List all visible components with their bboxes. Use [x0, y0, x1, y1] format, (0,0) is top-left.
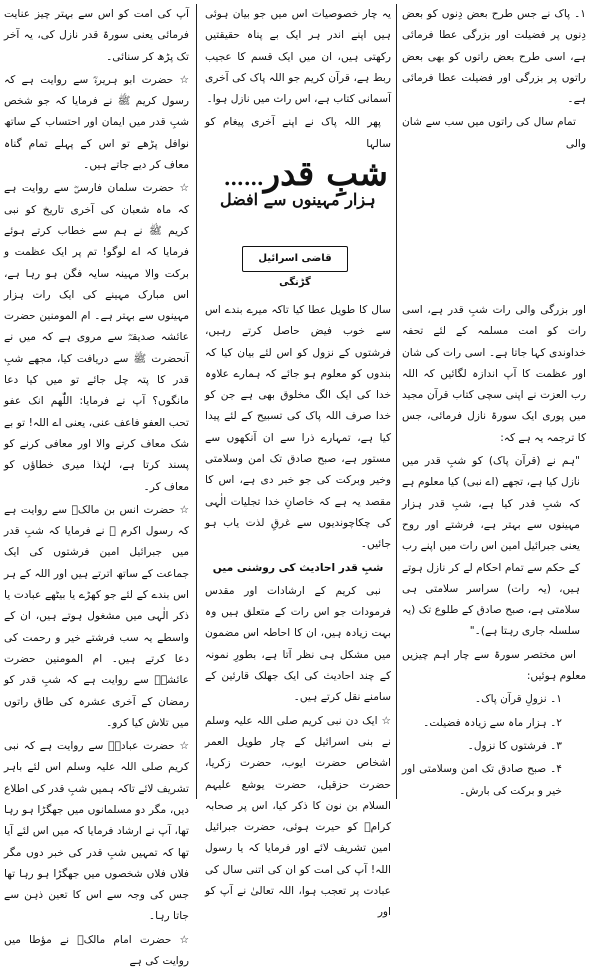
column-middle-bottom — [205, 300, 391, 926]
article-title: شبِ قدر…… — [223, 154, 388, 194]
author-byline: قاضی اسرائیل گڑنگی — [242, 246, 348, 272]
paragraph: سال کا طویل عطا کیا تاکہ میرے بندے اس سے خوب فیض حاصل کرتے رہیں، فرشتوں کے نزول کو اس لئے بیان کیا کہ بندوں کو معلوم ہو جائے کہ ہمارے علاوہ خدا کی ایک الگ مخلوق بھی ہے جن کو خدا صرف اللہ پاک کی تسبیح کے لئے پیدا کیا ہے، تمہارے ذرا سے ان آنکھوں سے مستور ہے، صبح صادق تک امن وسلامتی وخیر وبرکت کی جو خبر دی ہے، اس کا مقصد یہ ہے کہ خاصانِ خدا تجلیات الٰہی کی چکاچوندیوں سے غرقِ لذت یاب ہو جائیں۔ — [205, 304, 391, 551]
paragraph: پھر اللہ پاک نے اپنے آخری پیغام کو سالہا — [205, 116, 391, 150]
paragraph: ☆ حضرت عبادہؓ سے روایت ہے کہ نبی کریم صلی اللہ علیہ وسلم اس لئے باہر تشریف لائے تاکہ ہمیں شبِ قدر کی اطلاع دیں، مگر دو مسلمانوں میں جھگڑا ہو رہا تھا، آپ نے ارشاد فرمایا کہ میں اس لئے آیا تھا کہ تمہیں شبِ قدر کی خبر دوں مگر فلاں فلاں شخصوں میں جھگڑا ہو رہا تھا جس کی وجہ سے اس کا تعین ذہن سے جاتا رہا۔ — [4, 740, 189, 923]
paragraph: اس مختصر سورۃ سے چار اہم چیزیں معلوم ہوئیں: — [402, 648, 586, 683]
paragraph: نبی کریم کے ارشادات اور مقدس فرمودات جو اس رات کے متعلق ہیں وہ بہت زیادہ ہیں، ان کا احاطہ اس مضمون میں مشکل ہی نظر آتا ہے، بطورِ نمونہ کے چند احادیث کی ایک جھلک قارئین کے سامنے نقل کرتے ہیں۔ — [205, 584, 391, 704]
column-middle-top — [205, 4, 391, 157]
column-divider-left — [196, 4, 197, 799]
paragraph: ☆ حضرت انس بن مالکؓ سے روایت ہے کہ رسول اکرم ﷺ نے فرمایا کہ شبِ قدر میں جبرائیل امین فرشتوں کی ایک جماعت کے ساتھ اترتے ہیں اور اللہ کے ہر اس بندے کے لئے جو کھڑے یا بیٹھے عبادت یا ذکر الٰہی میں مشغول ہوتے ہیں، ان کے واسطے یہ سب فرشتے خیر و رحمت کی دعا کرتے ہیں۔ ام المومنین حضرت عائشہؓ سے روایت ہے کہ شبِ قدر کو رمضان کے آخری عشرہ کی طاق راتوں میں تلاش کیا کرو۔ — [4, 503, 189, 729]
paragraph: ☆ حضرت امام مالکؒ نے مؤطا میں روایت کی ہے — [4, 933, 189, 968]
paragraph: آپ کی امت کو اس سے بہتر چیز عنایت فرمائی یعنی سورۃ قدر نازل کی، یہ آخر تک پڑھ کر سنائی۔ — [4, 8, 189, 63]
paragraph: یہ چار خصوصیات اس میں جو بیان ہوئی ہیں اپنے اندر ہر ایک بے پناہ حقیقتیں رکھتی ہیں، ان میں ایک قسم کا عجیب ربط ہے، قرآن کریم جو اللہ پاک کی آخری آسمانی کتاب ہے، اس رات میں نازل ہوا۔ — [205, 8, 391, 106]
paragraph: ☆ حضرت سلمان فارسیؓ سے روایت ہے کہ ماہ شعبان کی آخری تاریخ کو نبی کریم ﷺ نے ہم سے خطاب کرتے ہوئے فرمایا کہ اے لوگو! تم پر ایک عظمت و برکت والا مہینہ سایہ فگن ہو رہا ہے، اس مبارک مہینے کی ایک رات ہزار مہینوں سے بہتر ہے۔ ام المومنین حضرت عائشہ صدیقہؓ سے مروی ہے کہ میں نے آنحضرت ﷺ سے دریافت کیا، مجھے شبِ قدر کا پتہ چل جائے تو میں کیا دعا مانگوں؟ آپ نے فرمایا: اللّٰھم انک عفو تحب العفو فاعف عنی، یعنی اے اللہ! تو بے شک معاف کرنے والا اور معافی کرنے کو پسند کرتا ہے، لہٰذا میری خطاؤں کو معاف کر۔ — [4, 182, 189, 493]
list-item: ۲۔ ہزار ماہ سے زیادہ فضیلت۔ — [423, 716, 562, 729]
section-heading: شبِ قدر احادیث کی روشنی میں — [212, 561, 384, 574]
quran-translation: "ہم نے (قرآن پاک) کو شبِ قدر میں نازل کیا ہے، تجھے (اے نبی) کیا معلوم ہے کہ شبِ قدر کیا ہے، شبِ قدر ہزار مہینوں سے بہتر ہے، فرشتے اور روح یعنی جبرائیل امین اس رات میں اپنے رب کے حکم سے تمام احکام لے کر نازل ہوتے ہیں، (یہ رات) سراسر سلامتی ہی سلامتی ہے، صبح صادق کے طلوع تک (یہ سلسلہ جاری رہتا ہے)۔" — [402, 455, 580, 638]
column-right-top — [402, 4, 586, 157]
list-item: ۱۔ نزولِ قرآن پاک۔ — [474, 693, 562, 706]
article-subtitle: ہزار مہینوں سے افضل — [220, 190, 376, 209]
paragraph: ☆ ایک دن نبی کریم صلی اللہ علیہ وسلم نے بنی اسرائیل کے چار طویل العمر اشخاص حضرت ایوب، حضرت زکریا، حضرت حزقیل، حضرت یوشع علیہم السلام بن نون کا ذکر کیا، اس پر صحابہ کرامؓ کو حیرت ہوئی، حضرت جبرائیل امین تشریف لائے اور فرمایا کہ یا رسول اللہ! آپ کی امت کو ان کی اتنی سال کی عبادت پر تعجب ہوا، اللہ تعالیٰ نے آپ کو اور — [205, 714, 391, 919]
paragraph: تمام سال کی راتوں میں سب سے شان والی — [402, 116, 586, 150]
article-title-text: شبِ قدر — [263, 154, 388, 194]
article-header — [200, 150, 396, 290]
list-item: ۳۔ فرشتوں کا نزول۔ — [467, 739, 562, 752]
list-item: ۴۔ صبح صادق تک امن وسلامتی اور خیر و برکت کی بارش۔ — [402, 763, 562, 797]
column-divider-right — [396, 4, 397, 799]
paragraph: اور بزرگی والی رات شبِ قدر ہے، اسی رات کو امت مسلمہ کے لئے تحفہ خداوندی کہا جاتا ہے۔ اسی رات کی شان اور عظمت کا آپ اندازہ لگائیں کہ اللہ رب العزت نے اپنی سچی کتاب قرآن مجید میں پوری ایک سورۃ نازل فرمائی، جس کا ترجمہ یہ ہے کہ: — [402, 304, 586, 444]
paragraph: ۱۔ پاک نے جس طرح بعض دِنوں کو بعض دِنوں پر فضیلت اور بزرگی عطا فرمائی ہے، اسی طرح بعض راتوں کو بھی بعض راتوں پر بزرگی اور فضیلت عطا فرمائی ہے۔ — [402, 8, 586, 106]
column-right-bottom — [402, 300, 586, 804]
paragraph: ☆ حضرت ابو ہریرہؓ سے روایت ہے کہ رسول کریم ﷺ نے فرمایا کہ جو شخص شبِ قدر میں ایمان اور احتساب کے ساتھ نوافل پڑھے تو اس کے پہلے تمام گناہ معاف کر دیے جاتے ہیں۔ — [4, 73, 189, 172]
column-left — [4, 4, 189, 968]
